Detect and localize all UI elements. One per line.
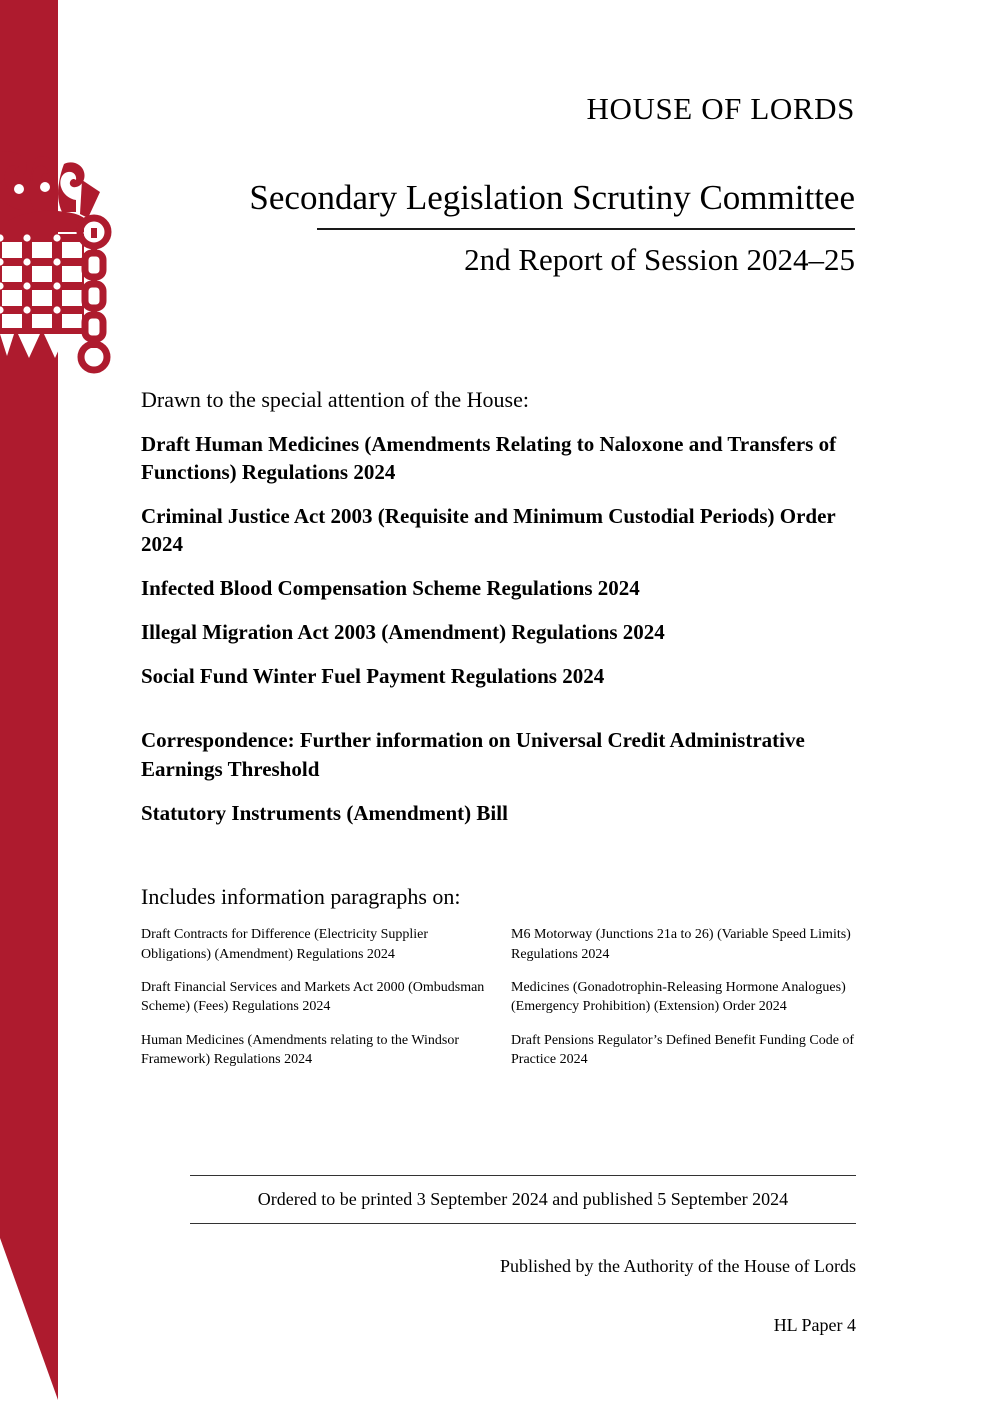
includes-info-label: Includes information paragraphs on: [141, 883, 461, 909]
drawn-item: Social Fund Winter Fuel Payment Regulations 2024 [141, 664, 605, 689]
info-paragraph-columns [141, 925, 857, 1069]
committee-title: Secondary Legislation Scrutiny Committee [249, 178, 855, 218]
paper-number: HL Paper 4 [773, 1315, 856, 1336]
info-item: Human Medicines (Amendments relating to the Windsor Framework) Regulations 2024 [141, 1032, 460, 1067]
cover-body [141, 386, 857, 1069]
info-column-right [511, 925, 857, 1069]
info-item: M6 Motorway (Junctions 21a to 26) (Variable Speed Limits) Regulations 2024 [511, 927, 851, 962]
ordered-printed-line: Ordered to be printed 3 September 2024 and published 5 September 2024 [257, 1189, 789, 1209]
correspondence-item: Correspondence: Further information on Universal Credit Administrative Earnings Threshold [141, 728, 805, 781]
footer-divider-bottom [190, 1223, 856, 1224]
bill-item: Statutory Instruments (Amendment) Bill [141, 800, 508, 825]
info-item: Draft Financial Services and Markets Act 2000 (Ombudsman Scheme) (Fees) Regulations 2024 [141, 980, 485, 1015]
info-column-left [141, 925, 487, 1069]
drawn-to-attention-label: Drawn to the special attention of the House: [141, 387, 529, 412]
masthead [160, 92, 855, 278]
drawn-item: Criminal Justice Act 2003 (Requisite and Minimum Custodial Periods) Order 2024 [141, 503, 836, 556]
drawn-item: Infected Blood Compensation Scheme Regulations 2024 [141, 576, 640, 601]
title-divider [317, 228, 855, 230]
drawn-item: Illegal Migration Act 2003 (Amendment) Regulations 2024 [141, 620, 665, 645]
info-item: Draft Pensions Regulator’s Defined Benefit Funding Code of Practice 2024 [511, 1032, 855, 1067]
report-session-title: 2nd Report of Session 2024–25 [464, 242, 855, 278]
published-by-line: Published by the Authority of the House of Lords [500, 1255, 856, 1276]
crowned-portcullis-emblem [0, 140, 116, 376]
drawn-item: Draft Human Medicines (Amendments Relating to Naloxone and Transfers of Functions) Regulations 2024 [141, 431, 837, 484]
house-title: HOUSE OF LORDS [586, 91, 855, 126]
info-item: Medicines (Gonadotrophin-Releasing Hormone Analogues) (Emergency Prohibition) (Extension) Order 2024 [511, 980, 846, 1015]
cover-footer [190, 1175, 856, 1337]
info-item: Draft Contracts for Difference (Electricity Supplier Obligations) (Amendment) Regulations 2024 [141, 927, 429, 962]
